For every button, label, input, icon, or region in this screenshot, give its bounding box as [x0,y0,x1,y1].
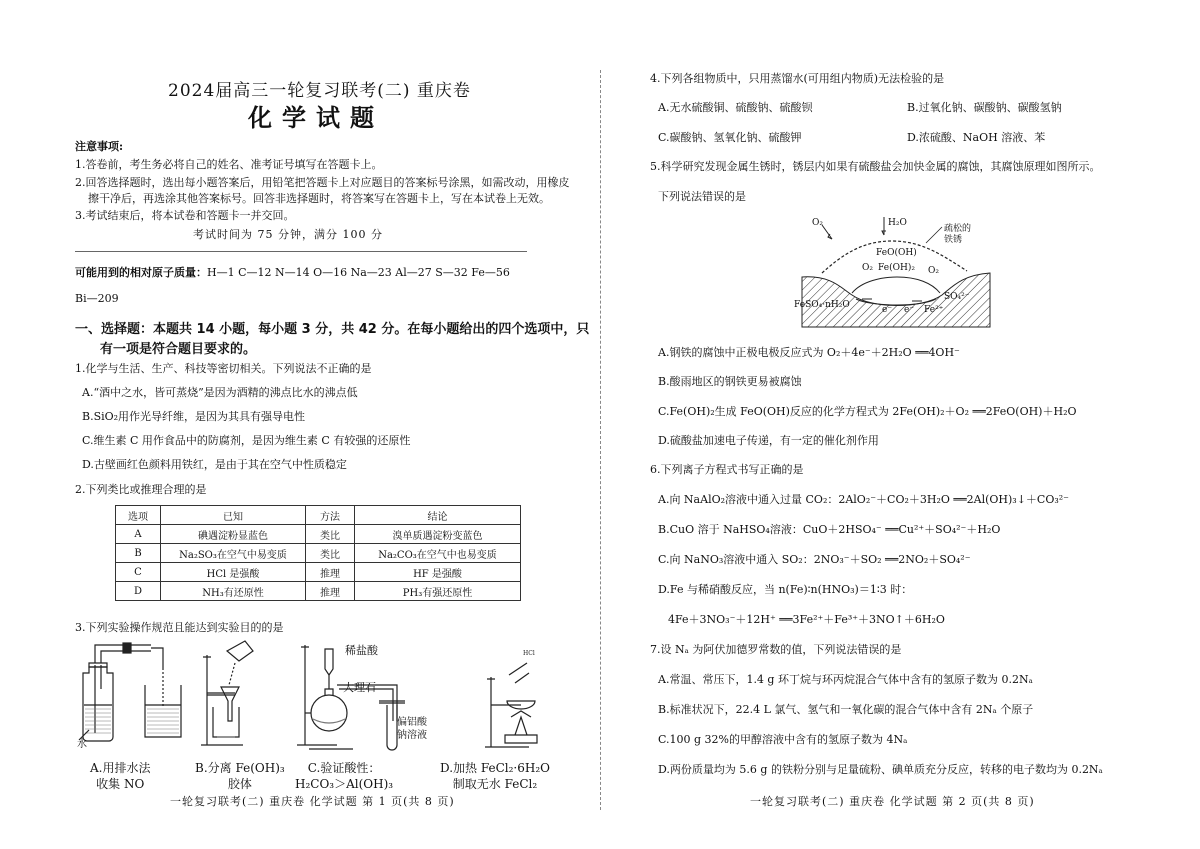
table-cell: Na₂CO₃在空气中也易变质 [355,544,521,563]
table-cell: 溴单质遇淀粉变蓝色 [355,525,521,544]
q7-option-c: C.100 g 32%的甲醇溶液中含有的氢原子数为 4Nₐ [658,733,908,746]
q3-caption-d: D.加热 FeCl₂·6H₂O 制取无水 FeCl₂ [440,761,550,791]
naalo2-label-2: 钠溶液 [397,730,427,741]
dilute-hcl-label: 稀盐酸 [345,644,378,657]
svg-text:HCl: HCl [523,650,535,657]
exam-title: 2024届高三一轮复习联考(二) 重庆卷 [168,81,471,101]
q6-option-b: B.CuO 溶于 NaHSO₄溶液：CuO＋2HSO₄⁻ ══Cu²⁺＋SO₄²⁻＋H₂O [658,523,1001,536]
table-cell: B [116,544,161,563]
q4-option-c: C.碳酸钠、氢氧化钠、硫酸钾 [658,131,802,144]
table-header: 选项 [116,506,161,525]
feooh-label: FeO(OH) [876,248,917,258]
q7-stem: 7.设 Nₐ 为阿伏加德罗常数的值，下列说法错误的是 [650,643,902,656]
table-cell: 碘遇淀粉显蓝色 [161,525,306,544]
table-cell: PH₃有强还原性 [355,582,521,601]
q4-option-d: D.浓硫酸、NaOH 溶液、苯 [907,131,1046,144]
q1-option-b: B.SiO₂用作光导纤维，是因为其具有强导电性 [82,410,306,423]
table-cell: HCl 是强酸 [161,563,306,582]
q2-stem: 2.下列类比或推理合理的是 [75,483,207,496]
q6-option-d-equation: 4Fe＋3NO₃⁻＋12H⁺ ══3Fe²⁺＋Fe³⁺＋3NO↑＋6H₂O [668,613,945,626]
corrosion-diagram [792,215,997,330]
electron-label-1: e⁻ [882,305,893,315]
footer-right: 一轮复习联考(二) 重庆卷 化学试题 第 2 页(共 8 页) [750,795,1035,808]
o2-label: O₂ [812,218,823,228]
feoh2-label: Fe(OH)₂ [878,263,915,273]
q6-option-c: C.向 NaNO₃溶液中通入 SO₂：2NO₃⁻＋SO₂ ══2NO₂＋SO₄²⁻ [658,553,971,566]
table-cell: 类比 [306,525,355,544]
table-cell: 类比 [306,544,355,563]
q3-caption-c: C.验证酸性： H₂CO₃＞Al(OH)₃ [295,761,394,791]
q7-option-b: B.标准状况下，22.4 L 氯气、氢气和一氧化碳的混合气体中含有 2Nₐ 个原子 [658,703,1034,716]
atomic-masses: 可能用到的相对原子质量：H—1 C—12 N—14 O—16 Na—23 Al—27 S—32 Fe—56 [75,266,510,279]
table-cell: A [116,525,161,544]
q5-option-b: B.酸雨地区的钢铁更易被腐蚀 [658,375,802,388]
footer-left: 一轮复习联考(二) 重庆卷 化学试题 第 1 页(共 8 页) [170,795,455,808]
q1-option-a: A.“酒中之水，皆可蒸烧”是因为酒精的沸点比水的沸点低 [82,386,358,399]
notice-item: 2.回答选择题时，选出每小题答案后，用铅笔把答题卡上对应题目的答案标号涂黑，如需改动，用橡皮 [75,176,570,189]
table-cell: 推理 [306,563,355,582]
table-row [116,563,521,582]
section-heading: 一、选择题：本题共 14 小题，每小题 3 分，共 42 分。在每小题给出的四个选项中，只 [75,322,590,337]
electron-label-2: e⁻ [904,305,915,315]
notice-item: 1.答卷前，考生务必将自己的姓名、准考证号填写在答题卡上。 [75,158,383,171]
q3-caption-b: B.分离 Fe(OH)₃ 胶体 [195,761,285,791]
feso4-label: FeSO₄·nH₂O [794,300,850,310]
table-header: 结论 [355,506,521,525]
gas-bottle-icon [83,643,181,741]
q7-option-a: A.常温、常压下，1.4 g 环丁烷与环丙烷混合气体中含有的氢原子数为 0.2Nₐ [658,673,1033,686]
q2-table [115,505,521,601]
heating-apparatus-icon [485,650,537,747]
q5-option-c: C.Fe(OH)₂生成 FeO(OH)反应的化学方程式为 2Fe(OH)₂＋O₂ ══2FeO(OH)＋H₂O [658,405,1077,418]
table-cell: D [116,582,161,601]
table-header-row [116,506,521,525]
fe2-label: Fe²⁺ [924,305,944,315]
q1-stem: 1.化学与生活、生产、科技等密切相关。下列说法不正确的是 [75,362,372,375]
atomic-masses-2: Bi—209 [75,292,119,305]
naalo2-label-1: 偏铝酸 [397,717,427,728]
loose-rust-label-1: 疏松的 [944,224,972,234]
q6-option-a: A.向 NaAlO₂溶液中通入过量 CO₂：2AlO₂⁻＋CO₂＋3H₂O ══2Al(OH)₃↓＋CO₃²⁻ [658,493,1069,506]
divider [75,251,527,252]
marble-label: 大理石 [343,681,376,694]
sulfate-label: SO₄²⁻ [944,292,970,302]
filtration-icon [201,641,253,745]
page-divider [600,70,601,810]
q1-option-c: C.维生素 C 用作食品中的防腐剂，是因为维生素 C 有较强的还原性 [82,434,411,447]
table-row [116,525,521,544]
q1-option-d: D.古壁画红色颜料用铁红，是由于其在空气中性质稳定 [82,458,347,471]
q5-option-d: D.硫酸盐加速电子传递，有一定的催化剂作用 [658,434,879,447]
table-cell: Na₂SO₃在空气中易变质 [161,544,306,563]
q4-stem: 4.下列各组物质中，只用蒸馏水(可用组内物质)无法检验的是 [650,72,945,85]
q3-stem: 3.下列实验操作规范且能达到实验目的的是 [75,621,284,634]
q5-stem: 5.科学研究发现金属生锈时，锈层内如果有硫酸盐会加快金属的腐蚀，其腐蚀原理如图所示。 [650,160,1101,173]
acid-reaction-apparatus-icon [297,645,405,750]
h2o-label: H₂O [888,218,907,228]
q4-option-a: A.无水硫酸铜、硫酸钠、硫酸钡 [658,101,813,114]
subject-title: 化学试题 [248,103,384,132]
o2-right-label: O₂ [928,266,939,276]
section-heading-2: 有一项是符合题目要求的。 [100,342,257,357]
table-cell: 推理 [306,582,355,601]
water-label: 水 [77,739,87,750]
o2-left-label: O₂ [862,263,873,273]
table-row [116,544,521,563]
table-cell: HF 是强酸 [355,563,521,582]
exam-time: 考试时间为 75 分钟，满分 100 分 [193,228,383,241]
notice-item: 擦干净后，再选涂其他答案标号。回答非选择题时，将答案写在答题卡上，写在本试卷上无效。 [88,192,550,205]
notice-heading: 注意事项: [75,140,124,153]
q6-option-d: D.Fe 与稀硝酸反应，当 n(Fe)∶n(HNO₃)＝1∶3 时： [658,583,913,596]
q5-stem-2: 下列说法错误的是 [658,190,746,203]
table-cell: C [116,563,161,582]
q7-option-d: D.两份质量均为 5.6 g 的铁粉分别与足量硫粉、碘单质充分反应，转移的电子数均为 0.2Nₐ [658,763,1103,776]
q3-caption-a: A.用排水法 收集 NO [90,761,151,791]
q3-apparatus-figures [75,635,565,760]
q4-option-b: B.过氧化钠、碳酸钠、碳酸氢钠 [907,101,1062,114]
q5-option-a: A.钢铁的腐蚀中正极电极反应式为 O₂＋4e⁻＋2H₂O ══4OH⁻ [658,346,960,359]
notice-item: 3.考试结束后，将本试卷和答题卡一并交回。 [75,209,295,222]
table-cell: NH₃有还原性 [161,582,306,601]
loose-rust-label-2: 铁锈 [944,235,963,245]
table-row [116,582,521,601]
q6-stem: 6.下列离子方程式书写正确的是 [650,463,804,476]
table-header: 方法 [306,506,355,525]
table-header: 已知 [161,506,306,525]
